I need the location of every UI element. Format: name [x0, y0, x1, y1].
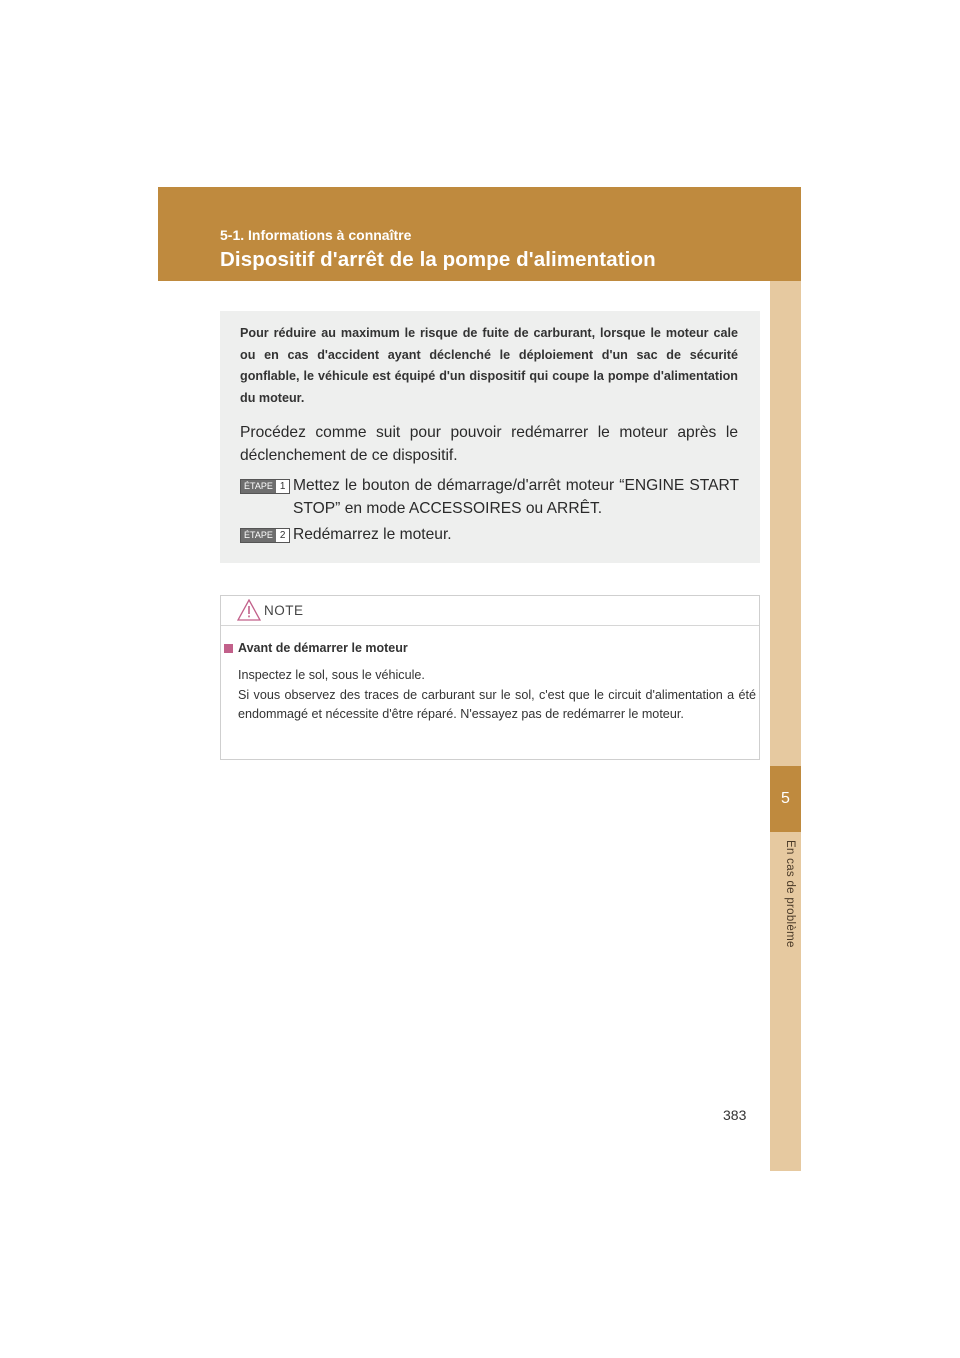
info-box [220, 311, 760, 563]
step-badge [240, 528, 290, 543]
page-number: 383 [723, 1107, 747, 1123]
square-bullet-icon [224, 644, 233, 653]
page-title: Dispositif d'arrêt de la pompe d'alimentation [220, 248, 656, 271]
step-badge [240, 479, 290, 494]
note-line-2: Si vous observez des traces de carburant sur le sol, c'est que le circuit d'alimentation a été endommagé et nécessite d'être réparé. N'essayez pas de redémarrer le moteur. [238, 687, 756, 721]
chapter-tab [770, 766, 801, 832]
note-header [221, 596, 759, 626]
warning-triangle-icon [237, 599, 261, 621]
step-badge-number: 1 [276, 480, 290, 493]
step-badge-word: ÉTAPE [241, 529, 276, 542]
note-body [238, 666, 756, 725]
intro-text: Pour réduire au maximum le risque de fuite de carburant, lorsque le moteur cale ou en cas d'accident ayant déclenché le déploiement d'un sac de sécurité gonflable, le véhicule est équipé d'un dispositif qui coupe la pompe d'alimentation du moteur. [240, 326, 738, 405]
note-title: NOTE [264, 603, 304, 618]
section-label: 5-1. Informations à connaître [220, 227, 412, 243]
procedure-text: Procédez comme suit pour pouvoir redémarrer le moteur après le déclenchement de ce dispositif. [240, 424, 738, 464]
chapter-label: En cas de problème [784, 840, 796, 948]
chapter-number: 5 [781, 790, 790, 807]
note-subtitle [224, 641, 408, 655]
step-badge-number: 2 [276, 529, 290, 542]
note-subtitle-text: Avant de démarrer le moteur [238, 641, 408, 655]
step-text: Redémarrez le moteur. [293, 526, 452, 543]
note-line-1: Inspectez le sol, sous le véhicule. [238, 668, 425, 682]
step-text: Mettez le bouton de démarrage/d'arrêt moteur “ENGINE START STOP” en mode ACCESSOIRES ou ARRÊT. [293, 477, 739, 517]
page-header [158, 187, 801, 281]
side-strip [770, 281, 801, 1171]
note-box [220, 595, 760, 760]
step-badge-word: ÉTAPE [241, 480, 276, 493]
